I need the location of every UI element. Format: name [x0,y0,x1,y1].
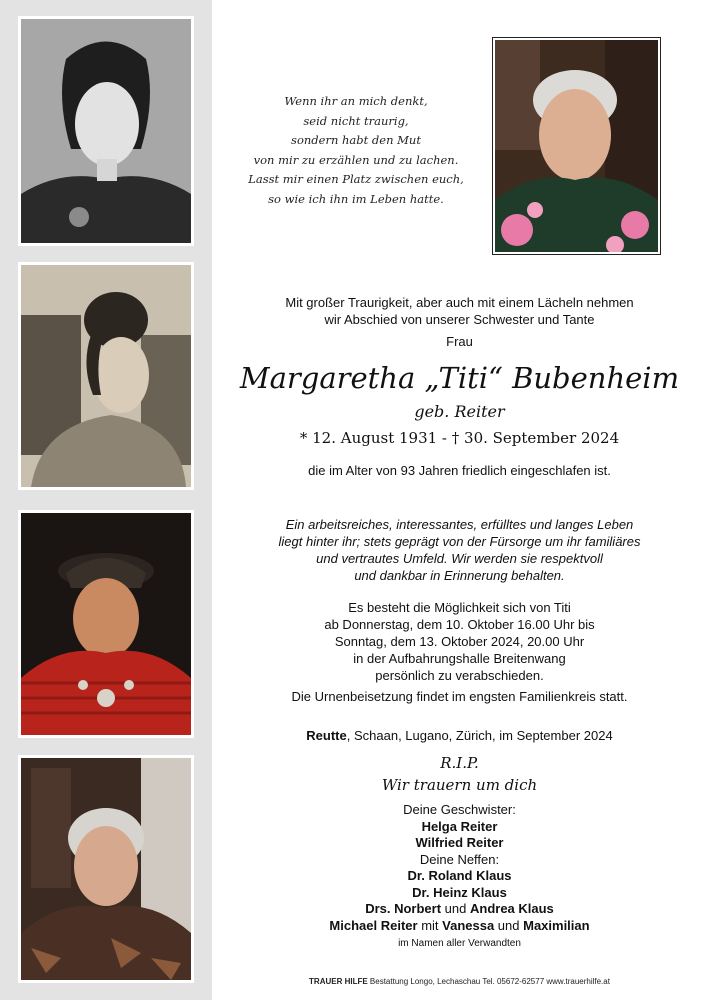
viewing-line: Sonntag, dem 13. Oktober 2024, 20.00 Uhr [334,634,585,649]
tribute-line: und vertrautes Umfeld. Wir werden sie respektvoll [316,551,603,566]
place-date-line [212,727,707,744]
family-member: Maximilian [523,917,590,933]
family-member: Drs. Norbert [365,901,442,916]
life-dates: * 12. August 1931 - † 30. September 2024 [299,429,620,447]
tribute-line: liegt hinter ihr; stets geprägt von der Fürsorge um ihr familiäres [278,534,641,549]
footer-contact: Bestattung Longo, Lechaschau Tel. 05672-62577 www.trauerhilfe.at [367,977,610,986]
salutation: Frau [446,334,473,349]
siblings-label: Deine Geschwister: [403,802,516,817]
memorial-poem [240,92,472,210]
viewing-line: persönlich zu verabschieden. [375,668,544,683]
intro-line: wir Abschied von unserer Schwester und Tante [324,312,595,327]
photo-elderly-home [18,755,194,983]
relatives-line: im Namen aller Verwandten [398,938,521,949]
nephews-label: Deine Neffen: [419,851,500,867]
photo-red-blouse [18,510,194,738]
viewing-line: Es besteht die Möglichkeit sich von Titi [348,600,571,615]
photo-sidebar [0,0,212,1000]
mourning-line: Wir trauern um dich [381,776,538,794]
deceased-name: Margaretha „Titi“ Bubenheim [239,361,680,395]
conjunction: mit [417,917,443,933]
viewing-info [212,599,707,684]
poem-line: Lasst mir einen Platz zwischen euch, [248,172,464,187]
family-member: Dr. Roland Klaus [407,868,512,883]
age-line: die im Alter von 93 Jahren friedlich eingeschlafen ist. [308,463,611,478]
family-member: Michael Reiter [329,917,418,933]
poem-line: von mir zu erzählen und zu lachen. [253,152,459,167]
viewing-line: in der Aufbahrungshalle Breitenwang [353,651,566,666]
family-member: Andrea Klaus [469,901,554,916]
poem-line: sondern habt den Mut [291,133,421,148]
rip: R.I.P. [440,754,479,772]
photo-young-bw [18,16,194,246]
footer-brand: TRAUER HILFE [309,977,368,986]
poem-line: so wie ich ihn im Leben hatte. [268,191,444,206]
tribute-line: Ein arbeitsreiches, interessantes, erfülltes und langes Leben [285,517,634,532]
place-city: Reutte [306,728,347,743]
viewing-line: ab Donnerstag, dem 10. Oktober 16.00 Uhr bis [324,617,595,632]
main-portrait [492,37,661,255]
intro-text [212,294,707,350]
tribute-text [212,516,707,584]
conjunction: und [441,901,470,916]
family-member: Wilfried Reiter [415,835,504,850]
place-rest: , Schaan, Lugano, Zürich, im September 2024 [346,728,613,743]
family-list [212,802,707,953]
conjunction: und [494,917,524,933]
intro-line: Mit großer Traurigkeit, aber auch mit einem Lächeln nehmen [285,295,634,310]
poem-line: Wenn ihr an mich denkt, [284,94,428,108]
maiden-name: geb. Reiter [414,402,505,421]
urn-burial-line: Die Urnenbeisetzung findet im engsten Familienkreis statt. [291,689,628,704]
family-member: Helga Reiter [421,818,498,834]
tribute-line: und dankbar in Erinnerung behalten. [354,568,565,583]
photo-profile-sepia [18,262,194,490]
footer-credit [212,977,707,986]
poem-line: seid nicht traurig, [303,113,409,128]
family-member: Vanessa [442,917,495,933]
family-member: Dr. Heinz Klaus [412,884,507,900]
